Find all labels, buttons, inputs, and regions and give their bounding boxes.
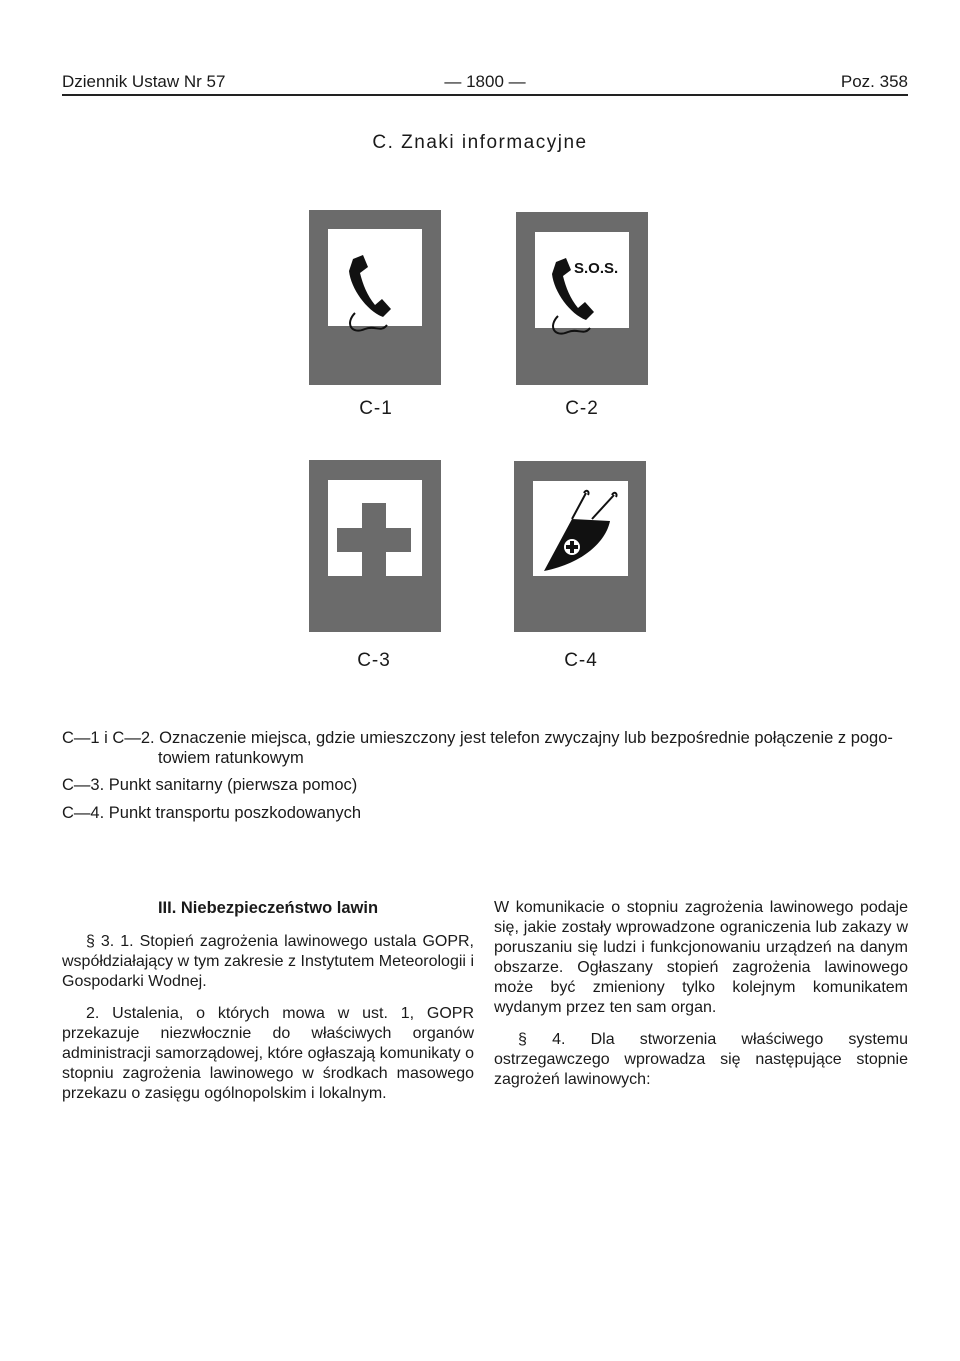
page-number: — 1800 — bbox=[444, 72, 526, 91]
paragraph-4: § 4. Dla stworzenia właściwego systemu ostrzegawczego wprowadza się następujące stopnie zagrożeń lawinowych: bbox=[494, 1031, 908, 1088]
sign-code-c2: C-2 bbox=[565, 398, 599, 419]
rescue-sled-icon bbox=[514, 461, 646, 632]
sign-c4 bbox=[514, 461, 646, 632]
sign-description-c3: C—3. Punkt sanitarny (pierwsza pomoc) bbox=[62, 776, 358, 794]
sign-description-c1-c2 bbox=[62, 728, 908, 768]
chapter-heading: III. Niebezpieczeństwo lawin bbox=[157, 899, 379, 917]
section-title: C. Znaki informacyjne bbox=[372, 132, 588, 153]
sign-c2 bbox=[516, 212, 648, 385]
sign-code-c1: C-1 bbox=[359, 398, 393, 419]
paragraph-communique: W komunikacie o stopniu zagrożenia lawinowego podaje się, jakie zostały wprowadzone ograniczenia lub zakazy w poruszaniu się ludzi i funkcjonowaniu urządzeń na danym obszarze. Ogłaszany stopień zagrożenia lawinowego może być zmieniony tylko kolejnym komunikatem wydanym przez ten sam organ. bbox=[494, 899, 908, 1016]
paragraph-3-1: § 3. 1. Stopień zagrożenia lawinowego ustala GOPR, współdziałający w tym zakresie z Instytutem Meteorologii i Gospodarki Wodnej. bbox=[62, 933, 474, 990]
sign-description-c4: C—4. Punkt transportu poszkodowanych bbox=[62, 804, 361, 822]
header-rule bbox=[62, 94, 908, 96]
telephone-icon bbox=[309, 210, 441, 385]
description-line: C—1 i C—2. Oznaczenie miejsca, gdzie umieszczony jest telefon zwyczajny lub bezpośrednie połączenie z pogo- bbox=[62, 729, 893, 747]
page-header bbox=[62, 72, 908, 96]
journal-title: Dziennik Ustaw Nr 57 bbox=[62, 72, 226, 91]
sos-label: S.O.S. bbox=[574, 260, 619, 277]
paragraph-3-2: 2. Ustalenia, o których mowa w ust. 1, GOPR przekazuje niezwłocznie do właściwych organów administracji samorządowej, które ogłaszają komunikaty o stopniu zagrożenia lawinowego w środkach masowego przekazu o zasięgu ogólnopolskim i lokalnym. bbox=[62, 1005, 474, 1102]
left-column bbox=[62, 898, 474, 1104]
sign-code-c4: C-4 bbox=[564, 650, 598, 671]
sign-c3 bbox=[309, 460, 441, 632]
description-line: towiem ratunkowym bbox=[158, 749, 304, 767]
telephone-sos-icon bbox=[516, 212, 648, 385]
position-number: Poz. 358 bbox=[840, 72, 908, 91]
right-column bbox=[494, 898, 908, 1090]
sign-code-c3: C-3 bbox=[357, 650, 391, 671]
sign-c1 bbox=[309, 210, 441, 385]
first-aid-cross-icon bbox=[309, 460, 441, 632]
